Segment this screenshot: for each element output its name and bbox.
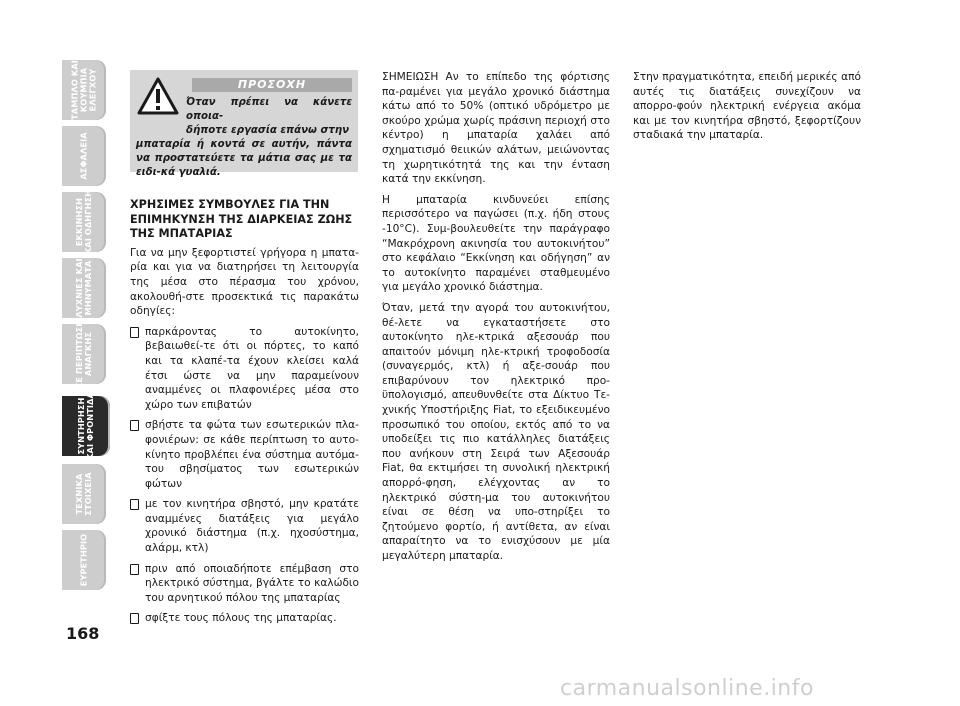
- column-middle: [382, 70, 610, 570]
- checkbox-bullet-icon: [130, 327, 139, 338]
- list-item: με τον κινητήρα σβηστό, μην κρατάτε αναμμένες διατάξεις για μεγάλο χρονικό διάστημα (π.χ. ηχοσύστημα, αλάρμ, κτλ): [130, 497, 359, 555]
- tab-emergency[interactable]: ΣΕ ΠΕΡΙΠΤΩΣΗ ΑΝΑΓΚΗΣ: [62, 324, 106, 384]
- list-item: παρκάροντας το αυτοκίνητο, βεβαιωθεί-τε ότι οι πόρτες, το καπό και τα κλαπέ-τα έχουν κλείσει καλά έτσι ώστε να μην παραμείνουν αναμμένες οι πλαφονιέρες μέσα στο χώρο των επιβατών: [130, 325, 359, 413]
- section-heading: ΧΡΗΣΙΜΕΣ ΣΥΜΒΟΥΛΕΣ ΓΙΑ ΤΗΝ ΕΠΙΜΗΚΥΝΣΗ ΤΗΣ ΔΙΑΡΚΕΙΑΣ ΖΩΗΣ ΤΗΣ ΜΠΑΤΑΡΙΑΣ: [130, 198, 353, 241]
- column-right: [633, 70, 861, 149]
- column-left: [130, 198, 359, 632]
- list-item: σφίξτε τους πόλους της μπαταρίας.: [130, 611, 359, 626]
- paragraph: Η μπαταρία κινδυνεύει επίσης περισσότερο να παγώσει (π.χ. ήδη στους -10°C). Συμ-βουλευθείτε την παράγραφο “Μακρόχρονη ακινησία του αυτοκινήτου” στο κεφάλαιο “Εκκίνηση και οδήγηση” αν το αυτοκίνητο παραμένει σταθμευμένο για μεγάλο χρονικό διάστημα.: [382, 193, 610, 294]
- checkbox-bullet-icon: [130, 420, 139, 431]
- tab-dashboard-controls[interactable]: ΤΑΜΠΛΟ ΚΑΙ ΚΟΥΜΠΙΑ ΕΛΕΓΧΟΥ: [62, 60, 106, 120]
- tab-maintenance-care[interactable]: ΣΥΝΤΗΡΗΣΗ ΚΑΙ ΦΡΟΝΤΙΔΑ: [62, 396, 110, 456]
- tab-index[interactable]: ΕΥΡΕΤΗΡΙΟ: [62, 530, 106, 590]
- warning-title: ΠΡΟΣΟΧΗ: [192, 78, 352, 92]
- checkbox-bullet-icon: [130, 499, 139, 510]
- warning-text: Όταν πρέπει να κάνετε οποια- δήποτε εργασία επάνω στην μπαταρία ή κοντά σε αυτήν, πάντα να προστατεύετε τα μάτια σας με τα ειδι-κά γυαλιά.: [136, 97, 352, 178]
- watermark: carmanualsonline.info: [560, 676, 814, 701]
- tab-starting-driving[interactable]: ΕΚΚΙΝΗΣΗ ΚΑΙ ΟΔΗΓΗΣΗ: [62, 192, 106, 252]
- intro-paragraph: Για να μην ξεφορτιστεί γρήγορα η μπατα-ρία και για να διατηρήσει τη λειτουργία της μέσα στο πέρασμα του χρόνου, ακολουθή-στε προσεκτικά τις παρακάτω οδηγίες:: [130, 246, 359, 318]
- note-paragraph: ΣΗΜΕΙΩΣΗ Αν το επίπεδο της φόρτισης πα-ραμένει για μεγάλο χρονικό διάστημα κάτω από το 50% (οπτικό υδρόμετρο με σκούρο χρώμα χωρίς πράσινη περιοχή στο κέντρο) η μπαταρία χαλάει από σχηματισμό θειικών αλάτων, μειώνοντας τη χωρητικότητά της και την ένταση κατά την εκκίνηση.: [382, 71, 610, 186]
- list-item: σβήστε τα φώτα των εσωτερικών πλα-φονιέρων: σε κάθε περίπτωση το αυτο-κίνητο προβλέπει ένα σύστημα αυτόμα-του σβησίματος των εσωτερικών φώτων: [130, 418, 359, 491]
- checkbox-bullet-icon: [130, 613, 139, 624]
- paragraph: Όταν, μετά την αγορά του αυτοκινήτου, θέ-λετε να εγκαταστήσετε στο αυτοκίνητο ηλε-κτρικά αξεσουάρ που απαιτούν μόνιμη ηλε-κτρική τροφοδοσία (συναγερμός, κτλ) ή αξε-σουάρ που επιβαρύνουν τον ηλεκτρικό προ-ϋπολογισμό, απευθυνθείτε στα Δίκτυο Τε-χνικής Υποστήριξης Fiat, το εξειδικευμένο προσωπικό του οποίου, εκτός από το να υποδείξει τις πιο κατάλληλες διατάξεις που ανήκουν στη Σειρά των Αξεσουάρ Fiat, θα εκτιμήσει τη συνολική ηλεκτρική απορρό-φηση, ελέγχοντας αν το ηλεκτρικό σύστη-μα του αυτοκινήτου είναι σε θέση να υπο-στηρίξει το ζητούμενο φορτίο, ή αντίθετα, αν είναι απαραίτητο να το ενισχύσουν με μία μεγαλύτερη μπαταρία.: [382, 301, 610, 562]
- paragraph: Στην πραγματικότητα, επειδή μερικές από αυτές τις διατάξεις συνεχίζουν να απορρο-φούν ηλεκτρική ενέργεια ακόμα και με τον κινητήρα σβηστό, ξεφορτίζουν σταδιακά την μπαταρία.: [633, 71, 861, 142]
- page-number: 168: [66, 624, 100, 643]
- warning-box: [130, 70, 358, 178]
- checkbox-bullet-icon: [130, 564, 139, 575]
- tab-safety[interactable]: ΑΣΦΑΛΕΙΑ: [62, 126, 106, 186]
- tab-warning-lights[interactable]: ΛΥΧΝΙΕΣ ΚΑΙ ΜΗΝΥΜΑΤΑ: [62, 258, 106, 318]
- list-item: πριν από οποιαδήποτε επέμβαση στο ηλεκτρικό σύστημα, βγάλτε το καλώδιο του αρνητικού πόλου της μπαταρίας: [130, 562, 359, 606]
- tab-technical-data[interactable]: ΤΕΧΝΙΚΑ ΣΤΟΙΧΕΙΑ: [62, 464, 106, 524]
